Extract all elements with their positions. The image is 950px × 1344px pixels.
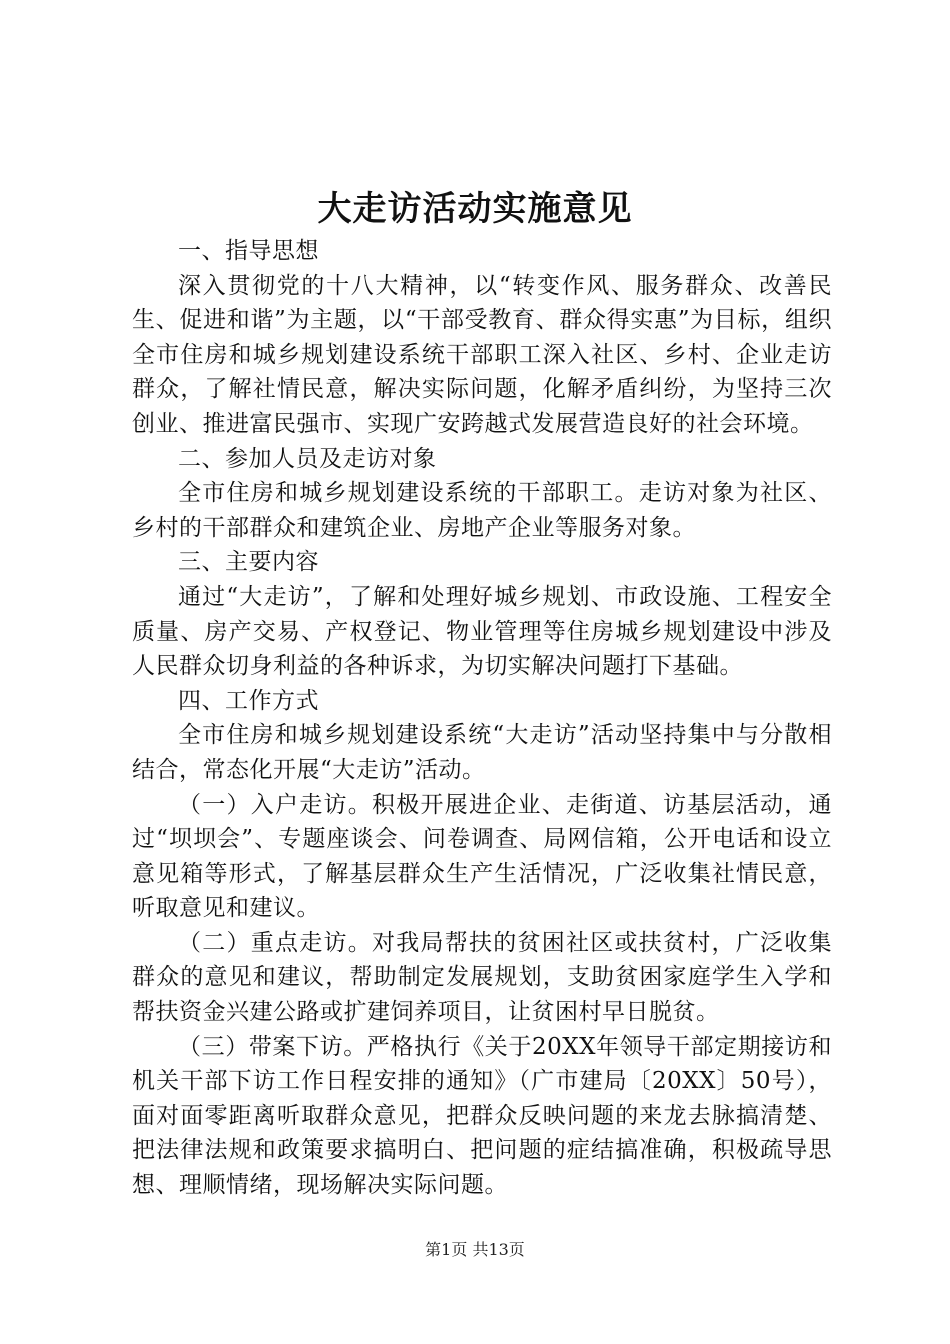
section-heading-guiding-ideology: 一、指导思想	[178, 238, 319, 264]
section-heading-main-content: 三、主要内容	[178, 549, 319, 576]
section-heading-participants: 二、参加人员及走访对象	[178, 445, 437, 472]
section-heading-work-method: 四、工作方式	[178, 687, 319, 714]
paragraph-guiding-ideology: 深入贯彻党的十八大精神，以“转变作风、服务群众、改善民生、促进和谐”为主题，以“干部受教育、群众得实惠”为目标，组织全市住房和城乡规划建设系统干部职工深入社区、乡村、企业走访群众，了解社情民意，解决实际问题，化解矛盾纠纷，为坚持三次创业、推进富民强市、实现广安跨越式发展营造良好的社会环境。	[132, 272, 832, 437]
document-body	[132, 234, 832, 1203]
document-title: 大走访活动实施意见	[317, 189, 633, 229]
page-number-footer: 第1页 共13页	[425, 1240, 525, 1259]
paragraph-main-content: 通过“大走访”，了解和处理好城乡规划、市政设施、工程安全质量、房产交易、产权登记、物业管理等住房城乡规划建设中涉及人民群众切身利益的各种诉求，为切实解决问题打下基础。	[132, 583, 832, 680]
paragraph-key-visits: （二）重点走访。对我局帮扶的贫困社区或扶贫村，广泛收集群众的意见和建议，帮助制定发展规划，支助贫困家庭学生入学和帮扶资金兴建公路或扩建饲养项目，让贫困村早日脱贫。	[132, 929, 832, 1026]
paragraph-household-visits: （一）入户走访。积极开展进企业、走街道、访基层活动，通过“坝坝会”、专题座谈会、问卷调查、局网信箱，公开电话和设立意见箱等形式，了解基层群众生产生活情况，广泛收集社情民意，听取意见和建议。	[132, 791, 832, 922]
paragraph-case-visits: （三）带案下访。严格执行《关于20XX年领导干部定期接访和机关干部下访工作日程安排的通知》（广市建局〔20XX〕50号），面对面零距离听取群众意见，把群众反映问题的来龙去脉搞清楚、把法律法规和政策要求搞明白、把问题的症结搞准确，积极疏导思想、理顺情绪，现场解决实际问题。	[132, 1033, 832, 1199]
paragraph-participants: 全市住房和城乡规划建设系统的干部职工。走访对象为社区、乡村的干部群众和建筑企业、房地产企业等服务对象。	[132, 480, 832, 541]
paragraph-work-method: 全市住房和城乡规划建设系统“大走访”活动坚持集中与分散相结合，常态化开展“大走访”活动。	[132, 722, 832, 783]
